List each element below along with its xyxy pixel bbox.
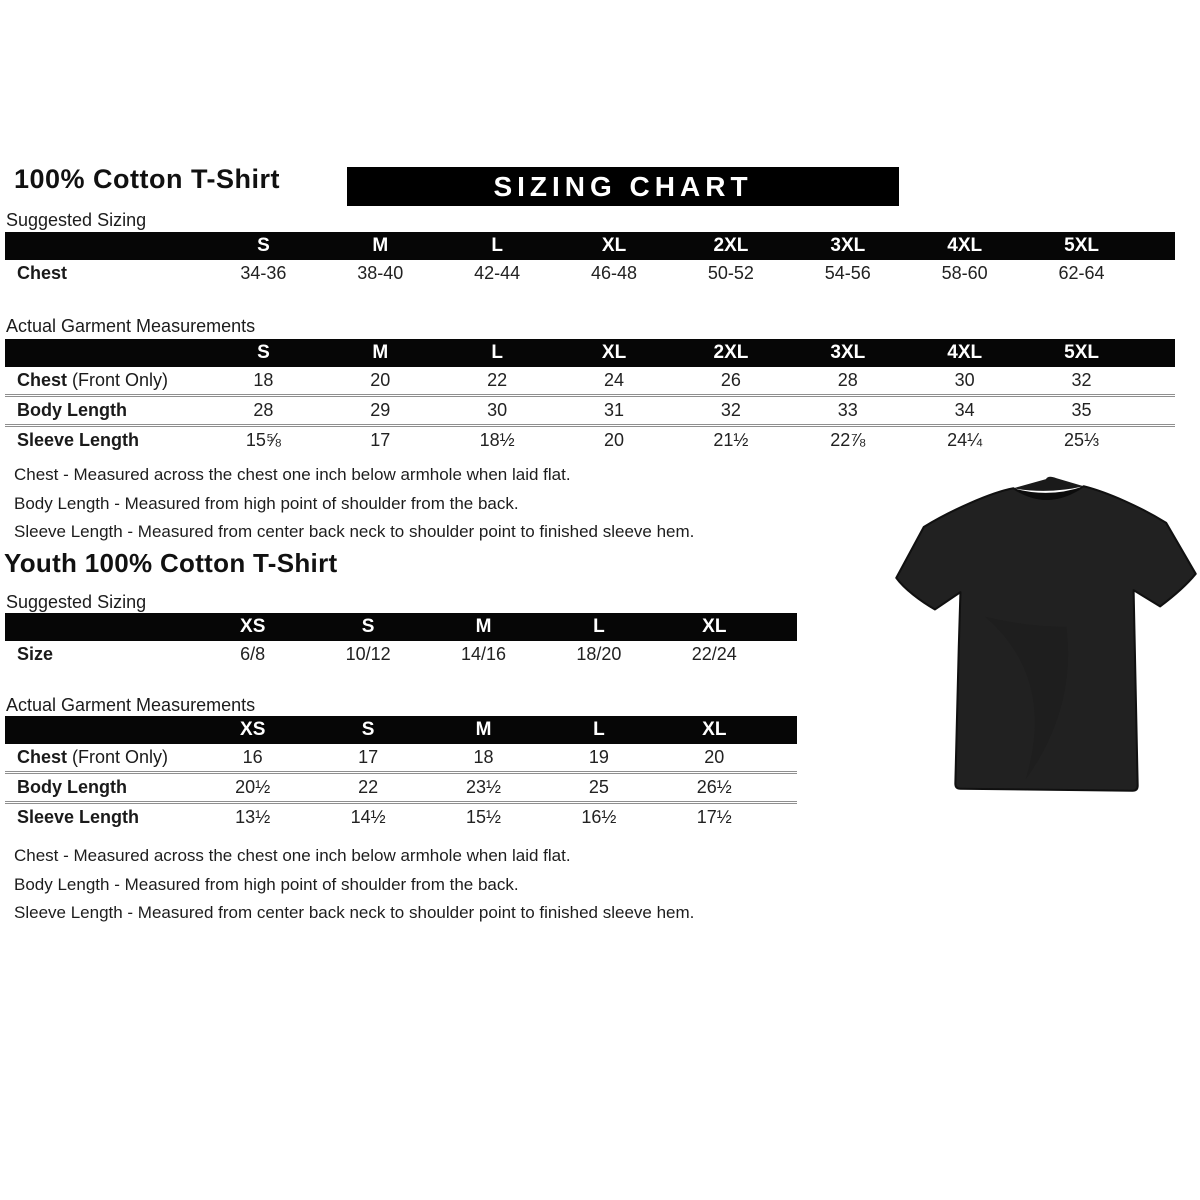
measurement-cell-pad: [1140, 396, 1175, 426]
row-label: Sleeve Length: [5, 426, 205, 455]
size-column-header: S: [205, 232, 322, 260]
size-column-header: XL: [657, 716, 772, 744]
measurement-cell: 34-36: [240, 263, 287, 283]
size-column-header: 2XL: [673, 232, 790, 260]
adult-measurement-notes: [14, 461, 694, 547]
size-column-header: L: [439, 339, 556, 367]
size-column-header: XL: [657, 613, 772, 641]
measurement-cell: 18: [253, 370, 274, 390]
measurement-cell: 15⅝: [205, 426, 322, 455]
measurement-cell: 20: [704, 747, 725, 767]
measurement-cell: 18: [473, 747, 494, 767]
tshirt-image: [893, 474, 1199, 804]
measurement-cell: 28: [205, 396, 322, 426]
measurement-cell: 24: [604, 370, 625, 390]
size-header-blank: [5, 339, 205, 367]
measurement-cell-pad: [772, 641, 797, 668]
measurement-cell: 42-44: [474, 263, 521, 283]
measurement-cell: 32: [673, 396, 790, 426]
measurement-cell-pad: [1140, 367, 1175, 396]
measurement-cell-pad: [772, 803, 797, 832]
measurement-cell: 10/12: [345, 644, 391, 664]
adult-actual-header-row: [5, 339, 1175, 367]
measurement-cell: 21½: [673, 426, 790, 455]
measurement-cell: 20: [556, 426, 673, 455]
measurement-cell: 30: [954, 370, 975, 390]
measurement-cell-pad: [772, 744, 797, 773]
size-header-pad: [1140, 232, 1175, 260]
measurement-cell: 32: [1071, 370, 1092, 390]
measurement-cell: 24¼: [906, 426, 1023, 455]
measurement-cell: 34: [906, 396, 1023, 426]
size-column-header: XL: [556, 232, 673, 260]
measurement-cell: 50-52: [707, 263, 754, 283]
measurement-cell: 13½: [195, 803, 310, 832]
measurement-cell: 16: [242, 747, 263, 767]
size-header-pad: [1140, 339, 1175, 367]
measurement-cell: 23½: [426, 773, 541, 803]
measurement-cell: 18½: [439, 426, 556, 455]
size-column-header: 5XL: [1023, 339, 1140, 367]
row-label: Chest (Front Only): [17, 747, 169, 767]
youth-chest-row: [5, 744, 797, 773]
measurement-cell: 19: [588, 747, 609, 767]
measurement-cell-pad: [772, 773, 797, 803]
measurement-cell: 29: [322, 396, 439, 426]
measurement-cell: 62-64: [1058, 263, 1105, 283]
note-line: Sleeve Length - Measured from center back neck to shoulder point to finished sleeve hem.: [14, 903, 695, 922]
size-header-pad: [772, 613, 797, 641]
measurement-cell: 31: [556, 396, 673, 426]
measurement-cell: 25: [541, 773, 656, 803]
adult-actual-table: [5, 339, 1175, 454]
measurement-cell: 14/16: [460, 644, 506, 664]
size-column-header: M: [322, 339, 439, 367]
adult-chest-range-row: [5, 260, 1175, 287]
size-column-header: M: [322, 232, 439, 260]
size-header-blank: [5, 232, 205, 260]
measurement-cell: 22⅞: [789, 426, 906, 455]
adult-body-length-row: [5, 396, 1175, 426]
measurement-cell: 22/24: [691, 644, 737, 664]
size-column-header: 4XL: [906, 339, 1023, 367]
note-line: Body Length - Measured from high point of shoulder from the back.: [14, 493, 519, 513]
youth-actual-table: [5, 716, 797, 831]
adult-suggested-sizing-label: Suggested Sizing: [6, 210, 147, 230]
measurement-cell: 33: [789, 396, 906, 426]
youth-suggested-table: [5, 613, 797, 668]
measurement-cell: 17: [322, 426, 439, 455]
measurement-cell: 22: [310, 773, 425, 803]
measurement-cell: 22: [487, 370, 508, 390]
measurement-cell: 26: [720, 370, 741, 390]
size-column-header: 3XL: [789, 339, 906, 367]
note-line: Body Length - Measured from high point of shoulder from the back.: [14, 874, 519, 894]
note-line: Chest - Measured across the chest one inch below armhole when laid flat.: [14, 846, 571, 865]
row-label: Chest (Front Only): [17, 370, 169, 390]
measurement-cell: 46-48: [591, 263, 638, 283]
size-column-header: 2XL: [673, 339, 790, 367]
measurement-cell: 38-40: [357, 263, 404, 283]
size-column-header: L: [439, 232, 556, 260]
size-column-header: M: [426, 613, 541, 641]
adult-actual-measurements-label: Actual Garment Measurements: [6, 316, 256, 336]
youth-size-row: [5, 641, 797, 668]
measurement-cell: 30: [439, 396, 556, 426]
size-column-header: L: [541, 613, 656, 641]
measurement-cell: 20½: [195, 773, 310, 803]
row-label: Body Length: [5, 396, 205, 426]
measurement-cell-pad: [1140, 260, 1175, 287]
measurement-cell: 17: [358, 747, 379, 767]
adult-chest-row: [5, 367, 1175, 396]
size-column-header: 5XL: [1023, 232, 1140, 260]
sizing-chart-banner: SIZING CHART: [347, 167, 899, 206]
measurement-cell: 18/20: [576, 644, 622, 664]
size-column-header: 4XL: [906, 232, 1023, 260]
page-title: 100% Cotton T-Shirt: [14, 164, 281, 194]
youth-sleeve-length-row: [5, 803, 797, 832]
measurement-cell: 58-60: [941, 263, 988, 283]
row-label: Size: [17, 644, 54, 664]
note-line: Chest - Measured across the chest one inch below armhole when laid flat.: [14, 465, 571, 484]
measurement-cell: 28: [837, 370, 858, 390]
measurement-cell: 20: [370, 370, 391, 390]
note-line: Sleeve Length - Measured from center back neck to shoulder point to finished sleeve hem.: [14, 522, 695, 541]
size-header-pad: [772, 716, 797, 744]
measurement-cell: 26½: [657, 773, 772, 803]
size-column-header: XS: [195, 716, 310, 744]
measurement-cell: 15½: [426, 803, 541, 832]
size-column-header: L: [541, 716, 656, 744]
youth-suggested-header-row: [5, 613, 797, 641]
youth-measurement-notes: [14, 842, 694, 928]
youth-actual-measurements-label: Actual Garment Measurements: [6, 695, 256, 715]
size-column-header: S: [310, 613, 425, 641]
size-column-header: 3XL: [789, 232, 906, 260]
measurement-cell: 16½: [541, 803, 656, 832]
row-label: Body Length: [5, 773, 195, 803]
size-column-header: XS: [195, 613, 310, 641]
measurement-cell: 54-56: [824, 263, 871, 283]
youth-actual-header-row: [5, 716, 797, 744]
measurement-cell: 6/8: [240, 644, 266, 664]
measurement-cell: 25⅓: [1023, 426, 1140, 455]
adult-suggested-table: [5, 232, 1175, 287]
youth-body-length-row: [5, 773, 797, 803]
youth-section-title: Youth 100% Cotton T-Shirt: [4, 548, 338, 578]
measurement-cell: 17½: [657, 803, 772, 832]
size-column-header: XL: [556, 339, 673, 367]
size-header-blank: [5, 716, 195, 744]
measurement-cell: 14½: [310, 803, 425, 832]
row-label: Chest: [17, 263, 68, 283]
size-column-header: S: [205, 339, 322, 367]
size-header-blank: [5, 613, 195, 641]
youth-suggested-sizing-label: Suggested Sizing: [6, 592, 147, 612]
measurement-cell: 35: [1023, 396, 1140, 426]
measurement-cell-pad: [1140, 426, 1175, 455]
adult-sleeve-length-row: [5, 426, 1175, 455]
row-label: Sleeve Length: [5, 803, 195, 832]
size-column-header: M: [426, 716, 541, 744]
adult-suggested-header-row: [5, 232, 1175, 260]
size-column-header: S: [310, 716, 425, 744]
